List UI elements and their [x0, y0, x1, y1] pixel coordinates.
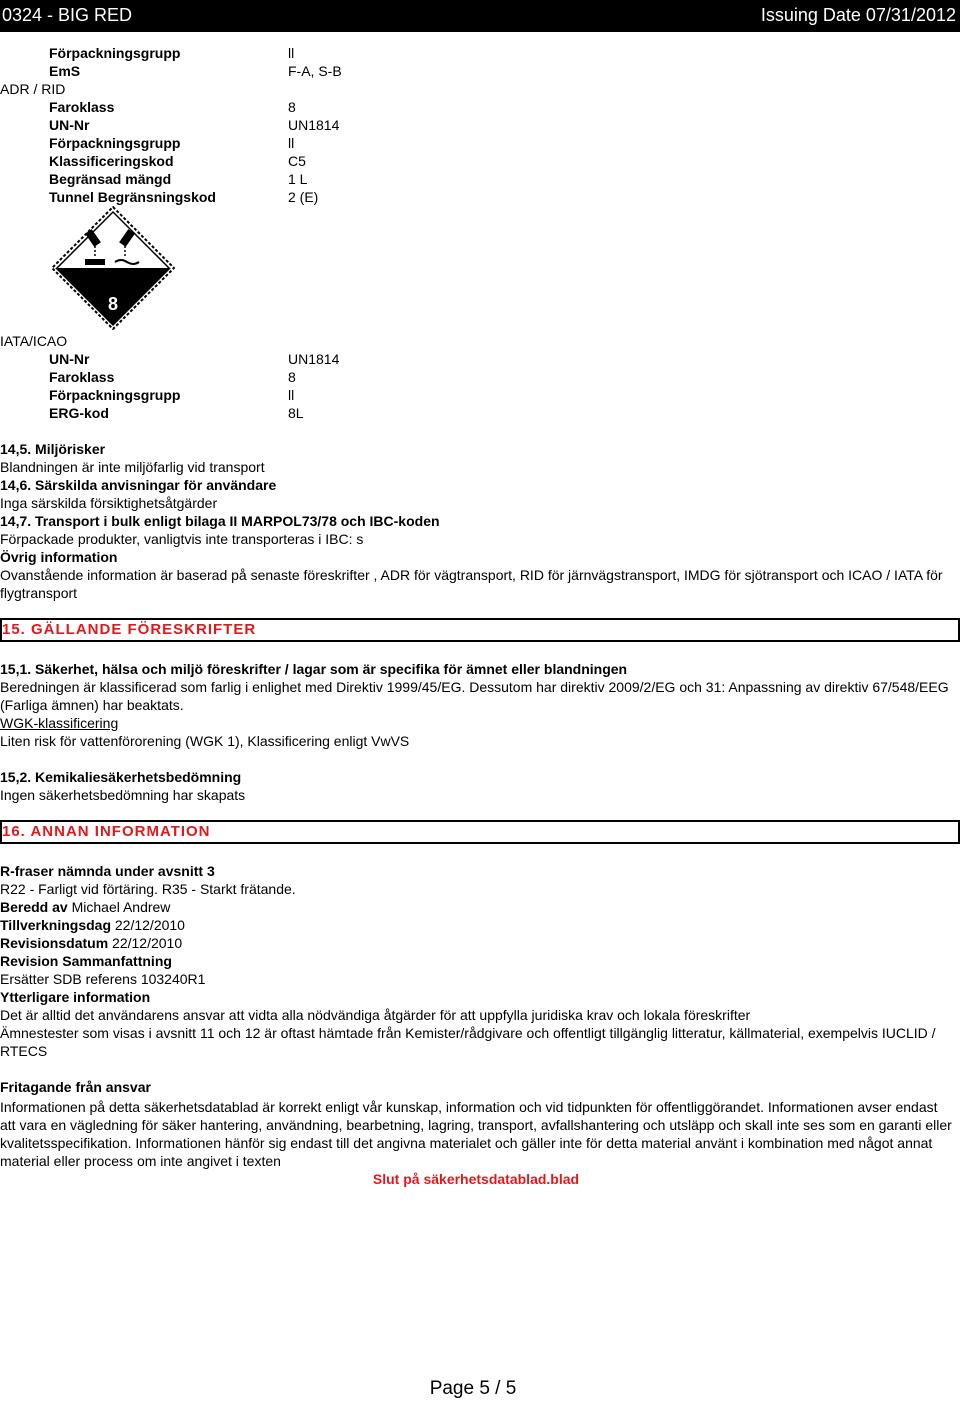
r-phrases-heading: R-fraser nämnda under avsnitt 3 — [0, 863, 215, 879]
adr-rid-heading: ADR / RID — [0, 81, 66, 97]
ems-label: EmS — [49, 63, 81, 79]
created-date-value: 22/12/2010 — [114, 917, 185, 933]
s146-text: Inga särskilda försiktighetsåtgärder — [0, 495, 218, 511]
iata-label: UN-Nr — [49, 351, 90, 367]
adr-label: Begränsad mängd — [49, 171, 172, 187]
section-15-header — [0, 618, 960, 642]
section-15-title: 15. GÄLLANDE FÖRESKRIFTER — [2, 621, 257, 638]
section-16-title: 16. ANNAN INFORMATION — [2, 823, 211, 840]
iata-value: ll — [288, 387, 295, 403]
iata-label: Förpackningsgrupp — [49, 387, 181, 403]
disclaimer-heading: Fritagande från ansvar — [0, 1079, 151, 1095]
section-16-header — [0, 820, 960, 844]
page-number: Page 5 / 5 — [429, 1378, 517, 1399]
adr-label: UN-Nr — [49, 117, 90, 133]
prepared-by-row — [0, 898, 170, 916]
s147-heading: 14,7. Transport i bulk enligt bilaga II MARPOL73/78 och IBC-koden — [0, 513, 440, 529]
document-title: 0324 - BIG RED — [2, 5, 133, 25]
iata-value: 8 — [288, 369, 296, 385]
adr-value: ll — [288, 135, 295, 151]
iata-value: 8L — [288, 405, 304, 421]
adr-value: 8 — [288, 99, 296, 115]
packing-group-label: Förpackningsgrupp — [49, 45, 181, 61]
wgk-text: Liten risk för vattenförorening (WGK 1), Klassificering enligt VwVS — [0, 733, 410, 749]
revision-date-value: 22/12/2010 — [112, 935, 183, 951]
s146-heading: 14,6. Särskilda anvisningar för användare — [0, 477, 277, 493]
class-number: 8 — [107, 294, 119, 314]
adr-value: UN1814 — [288, 117, 340, 133]
adr-label: Tunnel Begränsningskod — [49, 189, 216, 205]
iata-icao-heading: IATA/ICAO — [0, 333, 68, 349]
created-date-row — [0, 916, 185, 934]
adr-label: Faroklass — [49, 99, 115, 115]
further-info-text-2: Ämnestester som visas i avsnitt 11 och 12 är oftast hämtade från Kemister/rådgivare och offentligt tillgänglig litteratur, källmaterial, exempelvis IUCLID / RTECS — [0, 1025, 936, 1059]
further-info-text-1: Det är alltid det användarens ansvar att vidta alla nödvändiga åtgärder för att uppfylla juridiska krav och lokala föreskrifter — [0, 1007, 751, 1023]
packing-group-value: ll — [288, 45, 295, 61]
adr-value: C5 — [288, 153, 306, 169]
corrosive-class-8-diamond-icon — [51, 206, 175, 330]
disclaimer-text: Informationen på detta säkerhetsdatablad är korrekt enligt vår kunskap, information och vid tidpunkten för offentliggörandet. Informationen avser endast att vara en vägledning för säker hantering, användning, bearbetning, lagring, transport, avfallshantering och utsläpp och skall inte ses som en garanti eller kvalitetsspecifikation. Informationen hänför sig endast till det angivna materialet och gäller inte för detta material använt i kombination med något annat material eller process om inte angivet i texten — [0, 1099, 952, 1169]
s151-heading: 15,1. Säkerhet, hälsa och miljö föreskrifter / lagar som är specifika för ämnet eller blandningen — [0, 661, 628, 677]
s152-heading: 15,2. Kemikaliesäkerhetsbedömning — [0, 769, 242, 785]
adr-label: Klassificeringskod — [49, 153, 174, 169]
s151-text: Beredningen är klassificerad som farlig i enlighet med Direktiv 1999/45/EG. Dessutom har direktiv 2009/2/EG och 31: Anpassning av direktiv 67/548/EEG (Farliga ämnen) har beaktats. — [0, 679, 949, 713]
adr-value: 1 L — [288, 171, 308, 187]
page-header — [0, 0, 960, 32]
revision-summary-heading: Revision Sammanfattning — [0, 953, 172, 969]
issuing-date: Issuing Date 07/31/2012 — [760, 5, 956, 25]
prepared-by-value: Michael Andrew — [71, 899, 171, 915]
s147-text: Förpackade produkter, vanligtvis inte transporteras i IBC: s — [0, 531, 364, 547]
s152-text: Ingen säkerhetsbedömning har skapats — [0, 787, 246, 803]
ems-value: F-A, S-B — [288, 63, 342, 79]
revision-date-label: Revisionsdatum — [0, 935, 109, 951]
revision-summary-text: Ersätter SDB referens 103240R1 — [0, 971, 206, 987]
other-info-text: Ovanstående information är baserad på senaste föreskrifter , ADR för vägtransport, RID för järnvägstransport, IMDG för sjötransport och ICAO / IATA för flygtransport — [0, 567, 943, 601]
end-of-sheet-note: Slut på säkerhetsdatablad.blad — [372, 1171, 580, 1187]
adr-value: 2 (E) — [288, 189, 319, 205]
revision-date-row — [0, 934, 182, 952]
s145-heading: 14,5. Miljörisker — [0, 441, 106, 457]
prepared-by-label: Beredd av — [0, 899, 68, 915]
iata-value: UN1814 — [288, 351, 340, 367]
created-date-label: Tillverkningsdag — [0, 917, 111, 933]
other-info-heading: Övrig information — [0, 549, 118, 565]
further-info-heading: Ytterligare information — [0, 989, 151, 1005]
r-phrases-text: R22 - Farligt vid förtäring. R35 - Starkt frätande. — [0, 881, 296, 897]
iata-label: Faroklass — [49, 369, 115, 385]
adr-label: Förpackningsgrupp — [49, 135, 181, 151]
iata-label: ERG-kod — [49, 405, 109, 421]
s145-text: Blandningen är inte miljöfarlig vid transport — [0, 459, 265, 475]
wgk-classification-link[interactable]: WGK-klassificering — [0, 715, 119, 731]
